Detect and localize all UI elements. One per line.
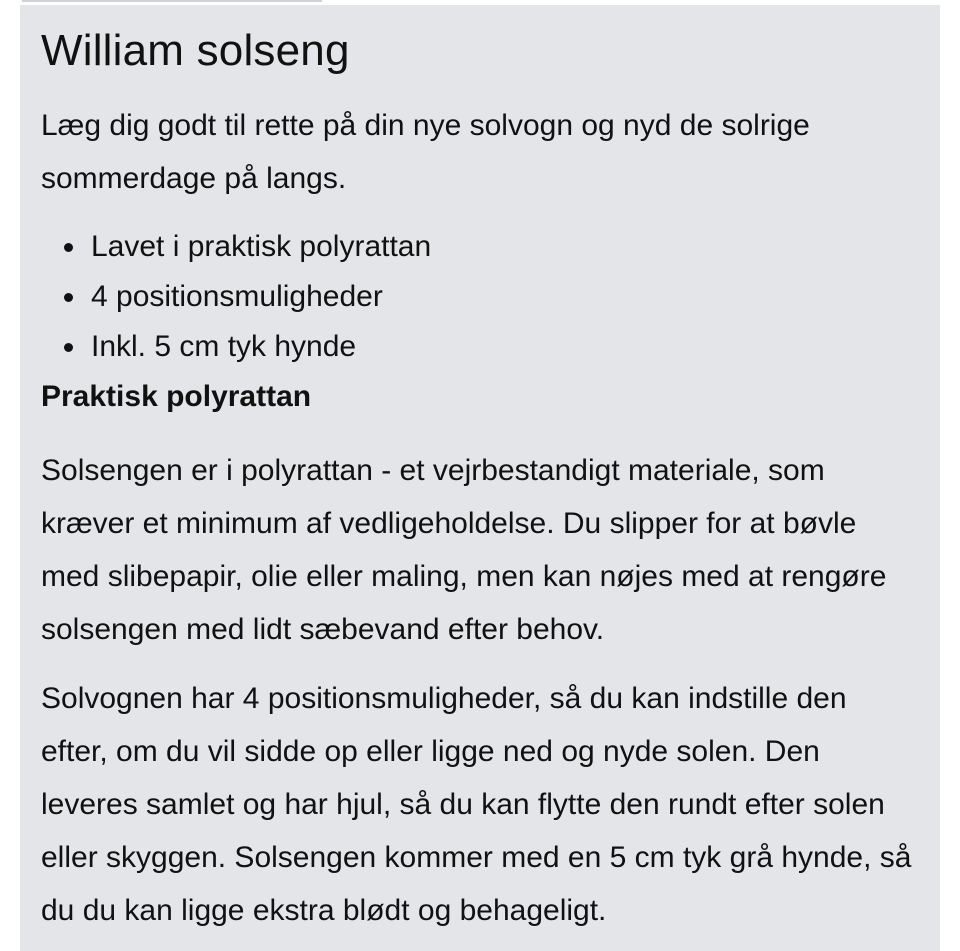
feature-list-item bbox=[41, 322, 920, 372]
top-divider bbox=[22, 0, 322, 2]
feature-list-item bbox=[41, 222, 920, 272]
product-description-panel bbox=[20, 5, 940, 951]
section-paragraph: Solvognen har 4 positionsmuligheder, så du kan indstille den efter, om du vil sidde op eller ligge ned og nyde solen. Den leveres samlet og har hjul, så du kan flytte den rundt efter solen eller skyggen. Solsengen kommer med en 5 cm tyk grå hynde, så du du kan ligge ekstra blødt og behageligt. bbox=[41, 682, 912, 927]
section-paragraph: Solsengen er i polyrattan - et vejrbestandigt materiale, som kræver et minimum af vedligeholdelse. Du slipper for at bøvle med slibepapir, olie eller maling, men kan nøjes med at rengøre solsengen med lidt sæbevand efter behov. bbox=[41, 454, 887, 646]
feature-text: Inkl. 5 cm tyk hynde bbox=[91, 330, 357, 363]
feature-text: Lavet i praktisk polyrattan bbox=[91, 230, 432, 263]
section-heading: Praktisk polyrattan bbox=[41, 380, 312, 413]
feature-list bbox=[41, 222, 920, 372]
intro-text: Læg dig godt til rette på din nye solvogn og nyd de solrige sommerdage på langs. bbox=[41, 109, 810, 195]
feature-text: 4 positionsmuligheder bbox=[91, 280, 383, 313]
bullet-icon bbox=[64, 343, 73, 352]
product-title: William solseng bbox=[41, 26, 350, 75]
feature-list-item bbox=[41, 272, 920, 322]
bullet-icon bbox=[64, 243, 73, 252]
bullet-icon bbox=[64, 293, 73, 302]
